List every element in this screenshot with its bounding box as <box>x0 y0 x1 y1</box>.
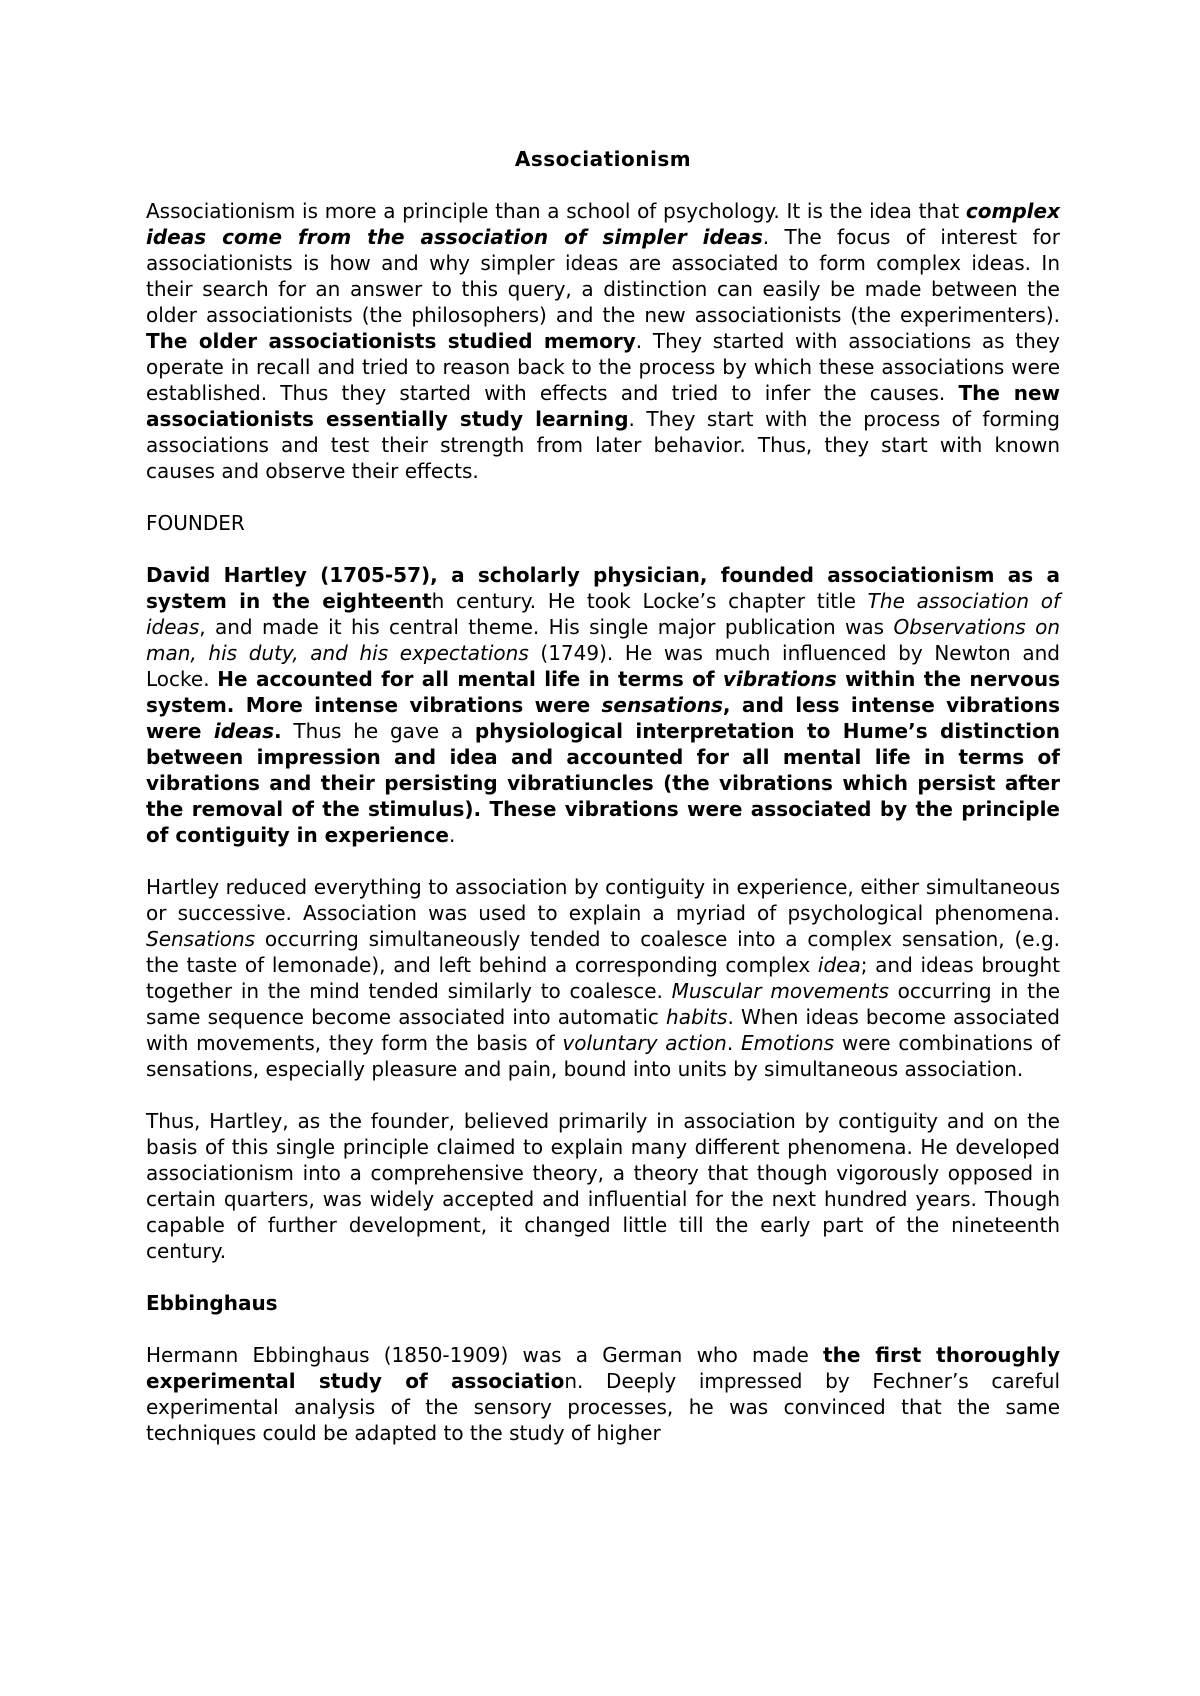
text-run: Hermann Ebbinghaus (1850-1909) was a German who made <box>146 1343 824 1367</box>
text-run: Emotions <box>741 1031 835 1055</box>
text-run: The association of ideas <box>146 589 1061 639</box>
text-run: idea <box>817 953 861 977</box>
text-run-wrapper <box>214 719 274 743</box>
text-run: (1749). He was much influenced by Newton and Locke. <box>146 641 1060 691</box>
paragraph-intro <box>146 198 1060 484</box>
text-run: . <box>726 1031 741 1055</box>
document-body <box>146 146 1060 1472</box>
text-run: ideas <box>213 719 275 743</box>
section-heading-ebbinghaus: Ebbinghaus <box>146 1291 278 1315</box>
text-run: n. Deeply impressed by Fechner’s careful experimental analysis of the sensory processes, he was convinced that the same techniques could be adapted to the study of higher <box>146 1369 1061 1445</box>
text-run: . They start with the process of forming associations and test their strength from later behavior. Thus, they start with known causes and observe their effects. <box>146 407 1060 483</box>
text-run: He accounted for all mental life in terms of <box>217 667 723 691</box>
text-run: habits <box>666 1005 728 1029</box>
section-heading-founder: FOUNDER <box>146 511 245 535</box>
text-run: ; and ideas brought together in the mind tended similarly to coalesce. <box>146 953 1060 1003</box>
text-run: occurring in the same sequence become associated into automatic <box>146 979 1060 1029</box>
text-run: Muscular movements <box>671 979 889 1003</box>
paragraph-summary <box>146 1108 1060 1264</box>
text-run: The new associationists essentially study learning <box>146 381 1061 431</box>
text-run: . <box>274 719 282 743</box>
text-run: . When ideas become associated with movements, they form the basis of <box>146 1005 1060 1055</box>
text-run: Sensations <box>146 927 256 951</box>
text-run: vibrations <box>722 667 837 691</box>
text-run: Thus, Hartley, as the founder, believed primarily in association by contiguity and on the basis of this single principle claimed to explain many different phenomena. He developed associationism into a comprehensive theory, a theory that though vigorously opposed in certain quarters, was widely accepted and influential for the next hundred years. Though capable of further development, it changed little till the early part of the nineteenth century. <box>146 1109 1060 1263</box>
paragraph-hartley <box>146 562 1060 848</box>
text-run: Thus he gave a <box>281 719 475 743</box>
text-run: , and less intense vibrations were <box>146 693 1060 743</box>
text-run: h century. He took Locke’s chapter title <box>431 589 868 613</box>
text-run: were combinations of sensations, especially pleasure and pain, bound into units by simultaneous association. <box>146 1031 1061 1081</box>
text-run: David Hartley (1705-57), a scholarly physician, founded associationism as a system in the eighteent <box>146 563 1060 613</box>
text-run: . The focus of interest for associationists is how and why simpler ideas are associated to form complex ideas. In their search for an answer to this query, a distinction can easily be made between the older associationists (the philosophers) and the new associationists (the experimenters). <box>146 225 1061 327</box>
text-run: within the nervous system. More intense vibrations were <box>146 667 1060 717</box>
text-run-wrapper <box>602 693 723 717</box>
text-run: The older associationists studied memory <box>146 329 636 353</box>
document-title: Associationism <box>514 147 692 171</box>
paragraph-contiguity <box>146 874 1060 1082</box>
text-run: Hartley reduced everything to association by contiguity in experience, either simultaneous or successive. Association was used to explain a myriad of psychological phenomena. <box>146 875 1060 925</box>
text-run: Observations on man, his duty, and his expectations <box>146 615 1060 665</box>
text-run: physiological interpretation to Hume’s distinction between impression and idea and accounted for all mental life in terms of vibrations and their persisting vibratiuncles (the vibrations which persist after the removal of the stimulus). These vibrations were associated by the principle of contiguity in experience <box>146 719 1061 847</box>
text-run: the first thoroughly experimental study of associatio <box>146 1343 1060 1393</box>
text-run: voluntary action <box>562 1031 727 1055</box>
text-run-wrapper <box>723 667 837 691</box>
text-run: . <box>448 823 456 847</box>
text-run: Associationism is more a principle than a school of psychology. It is the idea that <box>146 199 966 223</box>
text-run: . They started with associations as they operate in recall and tried to reason back to the process by which these associations were established. Thus they started with effects and tried to infer the causes. <box>146 329 1060 405</box>
paragraph-ebbinghaus <box>146 1342 1060 1446</box>
text-run: , and made it his central theme. His single major publication was <box>199 615 894 639</box>
text-run: occurring simultaneously tended to coalesce into a complex sensation, (e.g. the taste of lemonade), and left behind a corresponding complex <box>146 927 1060 977</box>
text-run: complex ideas come from the association of simpler ideas <box>146 199 1060 249</box>
text-run: sensations <box>601 693 723 717</box>
